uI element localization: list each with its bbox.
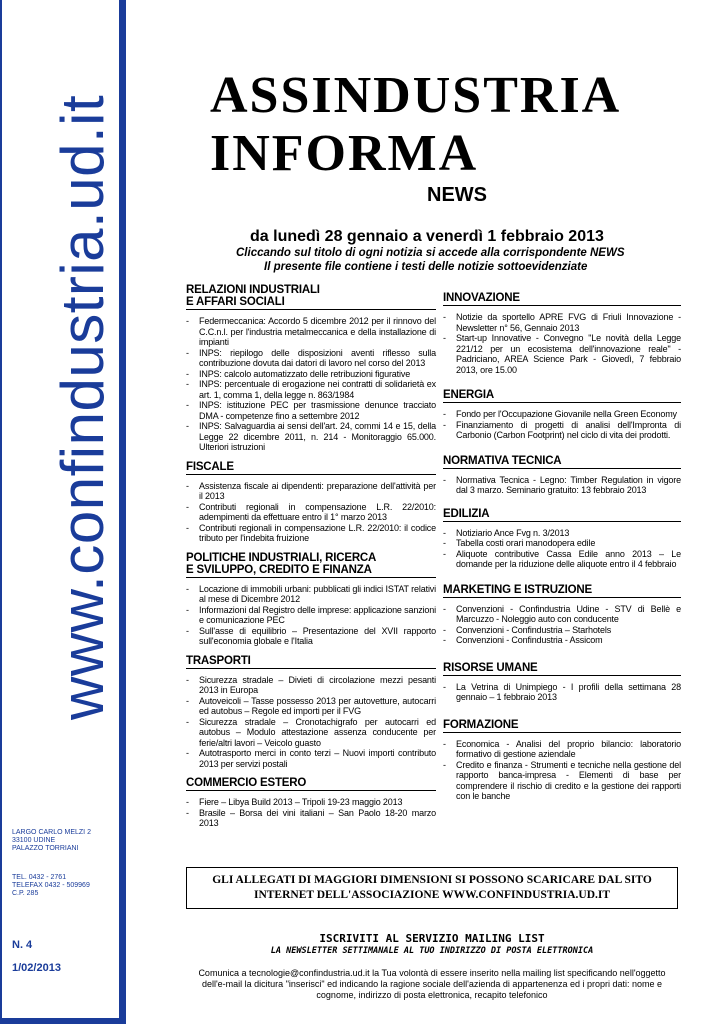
mailing-list-tagline: LA NEWSLETTER SETTIMANALE AL TUO INDIRIZZO DI POSTA ELETTRONICA — [270, 946, 594, 956]
news-item[interactable]: - Autotrasporto merci in conto terzi – Nuovi importi contributo 2013 per servizi postali — [186, 748, 436, 769]
section-title — [443, 508, 681, 522]
news-list — [443, 409, 681, 441]
news-list — [186, 797, 436, 829]
mailing-list-heading: ISCRIVITI AL SERVIZIO MAILING LIST — [319, 932, 545, 945]
attachments-callout — [186, 867, 678, 909]
news-item[interactable]: - INPS: Salvaguardia ai sensi dell'art. 24, commi 14 e 15, della Legge 22 dicembre 2011, n. 214 - Monitoraggio 65.000. Ulteriori istruzioni — [186, 421, 436, 453]
section-title-line: E SVILUPPO, CREDITO E FINANZA — [186, 563, 372, 576]
section-title-line: E AFFARI SOCIALI — [186, 296, 285, 308]
fax-line: TELEFAX 0432 - 509969 — [12, 882, 90, 889]
section-title — [443, 455, 681, 469]
section-title-line: MARKETING E ISTRUZIONE — [443, 583, 592, 596]
news-item[interactable]: - Tabella costi orari manodopera edile — [443, 538, 681, 549]
news-item[interactable]: - La Vetrina di Unimpiego - I profili della settimana 28 gennaio – 1 febbraio 2013 — [443, 682, 681, 703]
section-title-line: RISORSE UMANE — [443, 661, 538, 674]
news-item[interactable]: - INPS: istituzione PEC per trasmissione denunce tracciato DMA - competenze fino a settembre 2012 — [186, 400, 436, 421]
section-title-line: COMMERCIO ESTERO — [186, 777, 307, 789]
news-list — [186, 481, 436, 544]
section-title — [186, 777, 436, 791]
phone-line: TEL. 0432 - 2761 — [12, 874, 67, 881]
news-item[interactable]: - Sicurezza stradale – Divieti di circolazione mezzi pesanti 2013 in Europa — [186, 675, 436, 696]
issue-date: 1/02/2013 — [12, 962, 61, 974]
news-item[interactable]: - Assistenza fiscale ai dipendenti: preparazione dell'attività per il 2013 — [186, 481, 436, 502]
section-title-line: EDILIZIA — [443, 507, 490, 520]
callout-line-1: GLI ALLEGATI DI MAGGIORI DIMENSIONI SI POSSONO SCARICARE DAL SITO — [212, 874, 652, 886]
section-title-line: RELAZIONI INDUSTRIALI — [186, 284, 320, 296]
mailing-list-instructions: Comunica a tecnologie@confindustria.ud.it la Tua volontà di essere inserito nella mailing list specificando nell'oggetto dell'e-mail la dicitura "inserisci" ed indicando la ragione sociale dell'azienda di appartenenza ed i propri dati: nome e cognome, indirizzo di posta elettronica, recapito telefonico — [198, 968, 666, 1000]
news-item[interactable]: - Brasile – Borsa dei vini italiani – San Paolo 18-20 marzo 2013 — [186, 808, 436, 829]
issue-number: N. 4 — [12, 939, 33, 951]
news-item[interactable]: - INPS: percentuale di erogazione nei contratti di solidarietà ex art. 1, comma 1, della legge n. 863/1984 — [186, 379, 436, 400]
news-item[interactable]: - Contributi regionali in compensazione L.R. 22/2010: adempimenti da effettuare entro il 1° marzo 2013 — [186, 502, 436, 523]
news-list — [443, 739, 681, 802]
news-item[interactable]: - Fondo per l'Occupazione Giovanile nella Green Economy — [443, 409, 681, 420]
instructions-line-2: Il presente file contiene i testi delle notizie sottoevidenziate — [264, 261, 588, 273]
news-item[interactable]: - Aliquote contributive Cassa Edile anno 2013 – Le domande per la riduzione delle aliquote entro il 4 febbraio — [443, 549, 681, 570]
section-title — [186, 655, 436, 669]
section-title-line: POLITICHE INDUSTRIALI, RICERCA — [186, 551, 377, 564]
news-item[interactable]: - Contributi regionali in compensazione L.R. 22/2010: il codice tributo per l'indebita fruizione — [186, 523, 436, 544]
section-title-line: ENERGIA — [443, 389, 494, 401]
website-url-vertical[interactable]: www.confindustria.ud.it — [49, 94, 116, 720]
news-list — [443, 604, 681, 646]
date-range: da lunedì 28 gennaio a venerdì 1 febbraio 2013 — [250, 228, 604, 245]
news-list — [443, 682, 681, 703]
section-title-line: FISCALE — [186, 460, 234, 473]
section-title — [443, 584, 681, 598]
news-item[interactable]: - Locazione di immobili urbani: pubblicati gli indici ISTAT relativi al mese di Dicembre 2012 — [186, 584, 436, 605]
section-title — [443, 292, 681, 306]
news-item[interactable]: - INPS: riepilogo delle disposizioni aventi riflesso sulla contribuzione dovuta dai datori di lavoro nel corso del 2013 — [186, 348, 436, 369]
masthead-title-line-1: ASSINDUSTRIA — [210, 67, 622, 124]
news-list — [186, 675, 436, 770]
news-list — [443, 475, 681, 496]
news-item[interactable]: - Finanziamento di progetti di analisi dell'Impronta di Carbonio (Carbon Footprint) nel ciclo di vita dei prodotti. — [443, 420, 681, 441]
news-item[interactable]: - Informazioni dal Registro delle imprese: applicazione sanzioni e comunicazione PEC — [186, 605, 436, 626]
news-label: NEWS — [427, 184, 487, 206]
news-item[interactable]: - Notizie da sportello APRE FVG di Friuli Innovazione - Newsletter n° 56, Gennaio 2013 — [443, 312, 681, 333]
news-item[interactable]: - Start-up Innovative - Convegno "Le novità della Legge 221/12 per un ecosistema dell'innovazione reale" - Padriciano, AREA Science Park - Giovedì, 7 febbraio 2013, ore 15.00 — [443, 333, 681, 375]
news-list — [443, 528, 681, 570]
news-item[interactable]: - Convenzioni - Confindustria – Starhotels — [443, 625, 681, 636]
right-news-column — [443, 292, 681, 802]
section-title — [443, 389, 681, 403]
section-title — [443, 719, 681, 733]
callout-line-2[interactable]: INTERNET DELL'ASSOCIAZIONE WWW.CONFINDUSTRIA.UD.IT — [253, 889, 611, 901]
masthead-title-line-2: INFORMA — [210, 125, 479, 182]
section-title-line: NORMATIVA TECNICA — [443, 454, 562, 467]
news-item[interactable]: - Federmeccanica: Accordo 5 dicembre 2012 per il rinnovo del C.C.n.l. per l'industria metalmeccanica e della installazione di impianti — [186, 316, 436, 348]
news-item[interactable]: - Convenzioni - Confindustria Udine - STV di Bellè e Marcuzzo - Noleggio auto con conducente — [443, 604, 681, 625]
section-title — [186, 461, 436, 475]
address-line-2: 33100 UDINE — [12, 837, 56, 844]
address-line-3: PALAZZO TORRIANI — [12, 845, 79, 852]
news-item[interactable]: - Sicurezza stradale – Cronotachigrafo per autocarri ed autobus – Modulo attestazione assenza conducente per ferie/altri lavori – Veicolo guasto — [186, 717, 436, 749]
news-list — [186, 584, 436, 647]
address-line-1: LARGO CARLO MELZI 2 — [12, 829, 91, 836]
news-item[interactable]: - Sull'asse di equilibrio – Presentazione del XVII rapporto sull'economia globale e l'Italia — [186, 626, 436, 647]
news-item[interactable]: - Notiziario Ance Fvg n. 3/2013 — [443, 528, 681, 539]
news-item[interactable]: - INPS: calcolo automatizzato delle retribuzioni figurative — [186, 369, 436, 380]
news-list — [443, 312, 681, 375]
instructions-line-1: Cliccando sul titolo di ogni notizia si accede alla corrispondente NEWS — [236, 247, 625, 259]
section-title-line: TRASPORTI — [186, 654, 251, 667]
news-item[interactable]: - Autoveicoli – Tasse possesso 2013 per autovetture, autocarri ed autobus – Regole ed importi per il FVG — [186, 696, 436, 717]
section-title — [186, 552, 436, 578]
section-title — [443, 662, 681, 676]
section-title-line: INNOVAZIONE — [443, 292, 520, 304]
section-title-line: FORMAZIONE — [443, 718, 519, 731]
news-item[interactable]: - Convenzioni - Confindustria - Assicom — [443, 635, 681, 646]
postbox-line: C.P. 285 — [12, 890, 39, 897]
news-item[interactable]: - Credito e finanza - Strumenti e tecniche nella gestione del rapporto banca-impresa - Elementi di base per comprendere il rischio di credito e la gestione dei rapporti con le banche — [443, 760, 681, 802]
section-title — [186, 284, 436, 310]
news-item[interactable]: - Normativa Tecnica - Legno: Timber Regulation in vigore dal 3 marzo. Seminario gratuito: 13 febbraio 2013 — [443, 475, 681, 496]
news-list — [186, 316, 436, 453]
left-news-column — [186, 284, 436, 829]
news-item[interactable]: - Economica - Analisi del proprio bilancio: laboratorio formativo di gestione aziendale — [443, 739, 681, 760]
news-item[interactable]: - Fiere – Libya Build 2013 – Tripoli 19-23 maggio 2013 — [186, 797, 436, 808]
